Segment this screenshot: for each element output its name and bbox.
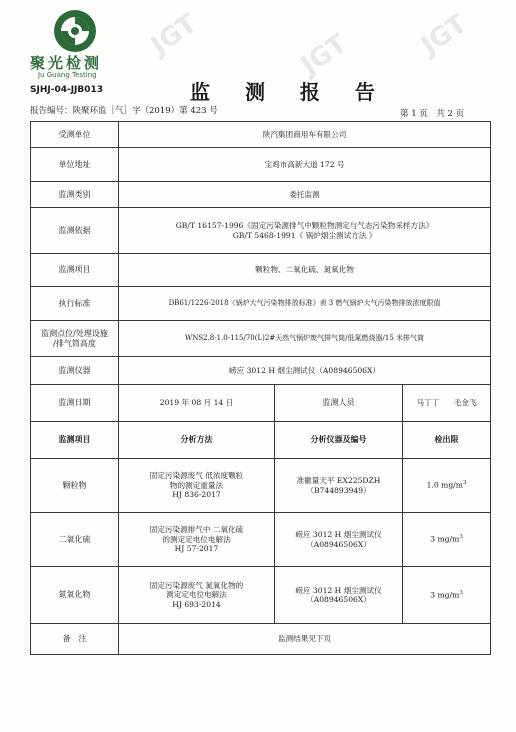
remarks-row: [31, 624, 491, 655]
analysis-header-row: [31, 422, 491, 459]
analysis-item: 颗粒物: [31, 459, 119, 513]
method-line: HJ 693-2014: [172, 599, 221, 609]
analysis-row: [31, 513, 491, 567]
analysis-limit: [403, 459, 491, 513]
equipment-line: 崂应 3012 H 烟尘测试仪: [295, 530, 382, 540]
client-value: 陕汽集团商用车有限公司: [119, 122, 491, 148]
report-number: 报告编号：陕聚环监［气］字（2019）第 423 号: [30, 106, 218, 116]
instrument-row: [31, 357, 491, 385]
limit-value: 3 mg/m: [430, 590, 460, 600]
equipment-line: （A08946506X）: [306, 595, 371, 604]
point-label: [31, 321, 119, 357]
staff-value: [403, 385, 491, 422]
limit-value: 1.0 mg/m: [426, 481, 463, 491]
date-value: 2019 年 08 月 14 日: [119, 385, 275, 422]
client-label: 受测单位: [31, 122, 119, 148]
brand-english-name: Ju Guang Testing: [38, 71, 97, 79]
brand-name: 聚光检测: [30, 54, 103, 72]
category-row: [31, 182, 491, 208]
analysis-header-limit: 检出限: [403, 422, 491, 459]
remarks-label: 备 注: [31, 624, 119, 655]
standard-row: [31, 287, 491, 321]
equipment-line: （B744893949）: [306, 485, 371, 495]
analysis-limit: [403, 513, 491, 567]
page-info: 第 1 页 共 2 页: [400, 109, 465, 119]
standard-value: DB61/1226-2018《锅炉大气污染物排放标准》表 3 燃气锅炉大气污染物排放浓度限值: [119, 287, 491, 321]
items-value: 颗粒物、二氧化硫、氮氧化物: [119, 254, 491, 287]
instrument-value: 崂应 3012 H 烟尘测试仪（A08946506X）: [119, 357, 491, 385]
staff-name: 马丁丁: [416, 398, 440, 408]
report-table: [30, 121, 491, 655]
category-label: 监测类别: [31, 182, 119, 208]
analysis-limit: [403, 567, 491, 624]
document-code: SJHJ-04-JJB013: [30, 85, 104, 95]
point-label-line-2: /排气筒高度: [53, 338, 96, 348]
method-line: 的测定定电位电解法: [162, 534, 231, 544]
method-line: HJ 57-2017: [174, 544, 219, 554]
analysis-equipment: [275, 459, 403, 513]
watermark: JGT: [295, 28, 353, 82]
limit-unit-exponent: 3: [462, 480, 467, 487]
equipment-line: 准徽量天平 EX225DZH: [296, 476, 381, 486]
method-line: 物的测定重量法: [169, 480, 224, 490]
report-title: 监 测 报 告: [190, 80, 389, 104]
method-line: 固定污染源废气 氮氧化物的: [149, 580, 244, 590]
limit-value: 3 mg/m: [430, 535, 460, 545]
point-value: WNS2.8-1.0-115/70(L)2#天然气锅炉废气排气筒/低氮燃烧器/15 米排气筒: [119, 321, 491, 357]
basis-value: [119, 208, 491, 254]
method-line: 测定定电位电解法: [166, 590, 227, 600]
analysis-equipment: [275, 513, 403, 567]
basis-line-2: GB/T 5468-1991《 锅炉烟尘测试方法 》: [232, 230, 377, 240]
date-row: [31, 385, 491, 422]
analysis-method: [119, 513, 275, 567]
basis-row: [31, 208, 491, 254]
analysis-item: 氮氧化物: [31, 567, 119, 624]
method-line: 固定污染源排气中 二氧化硫: [149, 525, 244, 535]
point-label-line-1: 监测点位/处理设施: [41, 328, 108, 338]
limit-unit-exponent: 3: [459, 534, 463, 541]
address-row: [31, 148, 491, 182]
analysis-header-equipment: 分析仪器及编号: [275, 422, 403, 459]
items-row: [31, 254, 491, 287]
method-line: 固定污染源废气 低浓度颗粒: [149, 471, 244, 481]
address-label: 单位地址: [31, 148, 119, 182]
basis-line-1: GB/T 16157-1996《固定污染源排气中颗粒物测定与气态污染物采样方法》: [175, 221, 434, 231]
analysis-header-method: 分析方法: [119, 422, 275, 459]
method-line: HJ 836-2017: [172, 490, 221, 500]
analysis-equipment: [275, 567, 403, 624]
instrument-label: 监测仪器: [31, 357, 119, 385]
category-value: 委托监测: [119, 182, 491, 208]
analysis-item: 二氧化硫: [31, 513, 119, 567]
analysis-row: [31, 459, 491, 513]
client-row: [31, 122, 491, 148]
limit-unit-exponent: 3: [459, 589, 463, 596]
staff-label: 监测人员: [275, 385, 403, 422]
standard-label: 执行标准: [31, 287, 119, 321]
staff-name: 毛金飞: [453, 398, 477, 408]
remarks-value: 监测结果见下页: [119, 624, 491, 655]
address-value: 宝鸡市高新大道 172 号: [119, 148, 491, 182]
basis-label: 监测依据: [31, 208, 119, 254]
analysis-method: [119, 459, 275, 513]
analysis-row: [31, 567, 491, 624]
analysis-header-item: 监测项目: [31, 422, 119, 459]
equipment-line: 崂应 3012 H 烟尘测试仪: [295, 585, 382, 595]
company-logo-icon: [52, 8, 98, 54]
analysis-method: [119, 567, 275, 624]
watermark: JGT: [415, 8, 473, 62]
date-label: 监测日期: [31, 385, 119, 422]
equipment-line: （A08946506X）: [306, 539, 371, 549]
items-label: 监测项目: [31, 254, 119, 287]
watermark: JGT: [145, 8, 203, 62]
point-row: [31, 321, 491, 357]
